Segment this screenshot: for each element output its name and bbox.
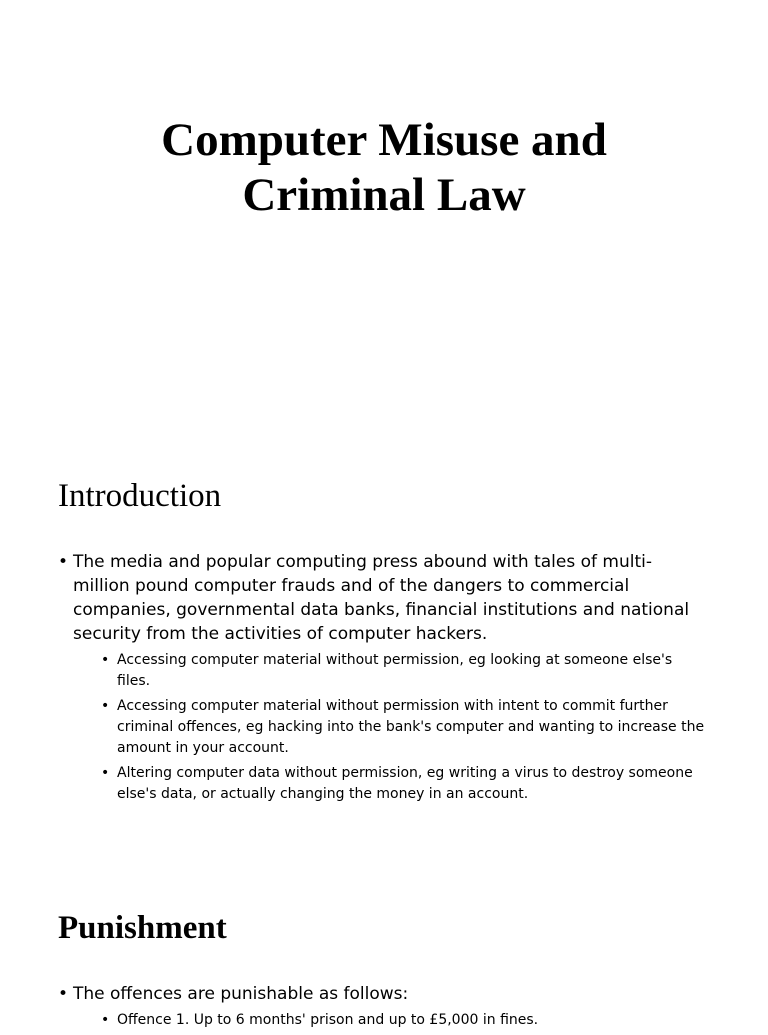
list-item	[73, 650, 708, 692]
title-line-2: Criminal Law	[242, 169, 526, 221]
introduction-heading: Introduction	[58, 478, 222, 514]
sub-bullet-text: Accessing computer material without permission, eg looking at someone else's files.	[117, 652, 673, 689]
sub-bullet-text: Altering computer data without permission, eg writing a virus to destroy someone else's data, or actually changing the money in an account.	[117, 765, 693, 802]
bullet-icon: •	[101, 698, 110, 714]
sub-bullet-text: Offence 1. Up to 6 months' prison and up to £5,000 in fines.	[117, 1012, 539, 1028]
introduction-slide	[0, 432, 768, 864]
title-line-1: Computer Misuse and	[161, 114, 607, 166]
bullet-icon: •	[101, 652, 110, 668]
sub-bullet-list	[73, 650, 708, 805]
punishment-bullet-list	[58, 982, 708, 1035]
punishment-slide	[0, 864, 768, 1028]
sub-bullet-list	[73, 1010, 708, 1031]
punishment-heading: Punishment	[58, 910, 227, 946]
bullet-icon: •	[58, 984, 69, 1004]
title-slide	[0, 0, 768, 432]
list-item	[73, 763, 708, 805]
bullet-text: The offences are punishable as follows:	[73, 984, 409, 1004]
bullet-text: The media and popular computing press abound with tales of multi-million pound computer frauds and of the dangers to commercial companies, governmental data banks, financial institutions and national security from the activities of computer hackers.	[73, 552, 690, 644]
list-item	[73, 1010, 708, 1031]
presentation-title	[0, 113, 768, 223]
introduction-bullet-list	[58, 550, 708, 809]
list-item	[58, 550, 708, 805]
sub-bullet-text: Accessing computer material without permission with intent to commit further criminal offences, eg hacking into the bank's computer and wanting to increase the amount in your account.	[117, 698, 705, 756]
bullet-icon: •	[58, 552, 69, 572]
bullet-icon: •	[101, 1012, 110, 1028]
bullet-icon: •	[101, 765, 110, 781]
list-item	[73, 696, 708, 759]
